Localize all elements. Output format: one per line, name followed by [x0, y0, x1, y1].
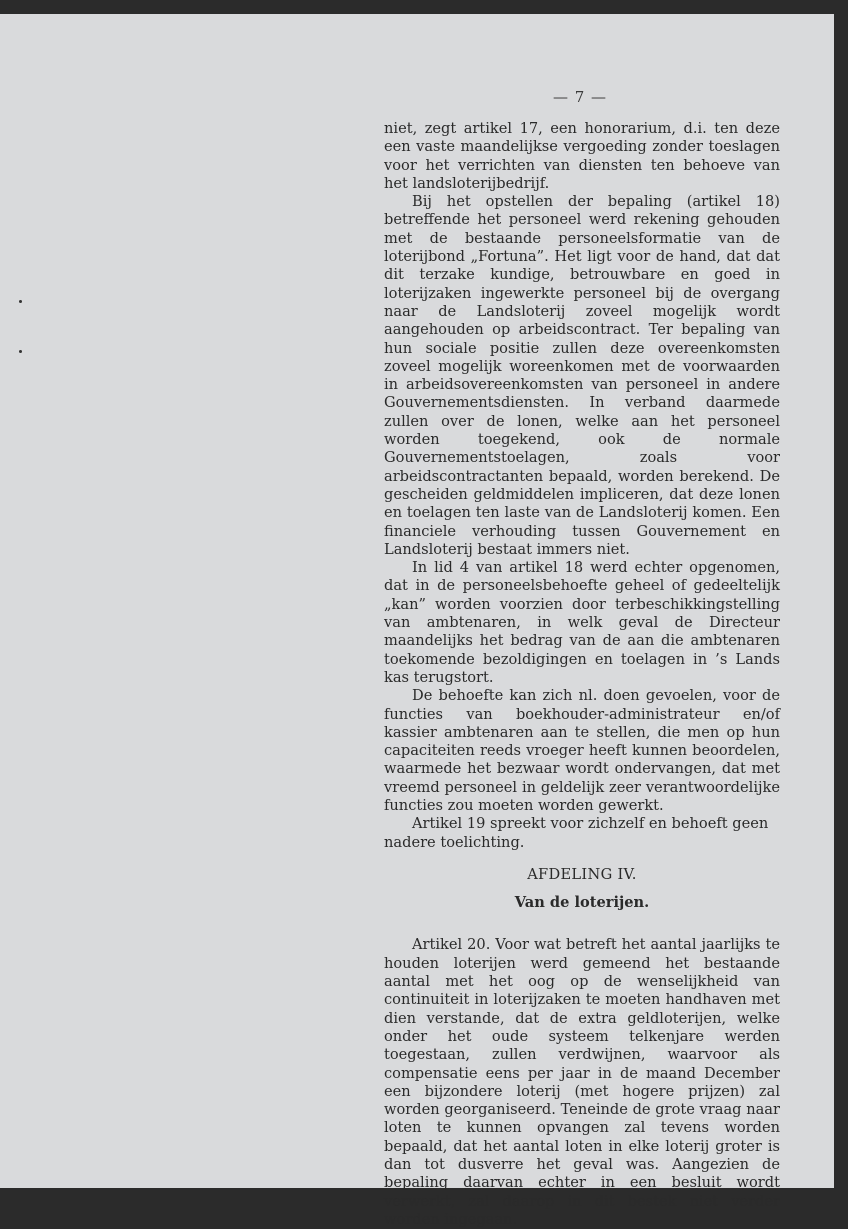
paragraph: Bij het opstellen der bepaling (artikel 18) betreffende het personeel werd rekening gehouden met de bestaande personeelsformatie van de loterijbond „Fortuna”. Het ligt voor de hand, dat dat dit terzake kundige, betrouwbare en goed in loterijzaken ingewerkte personeel bij de overgang naar de Landsloterij zoveel mogelijk wordt aangehouden op arbeidscontract. Ter bepaling van hun sociale positie zullen deze overeenkomsten zoveel mogelijk woreenkomen met de voorwaarden in arbeidsovereenkomsten van personeel in andere Gouvernementsdiensten. In verband daarmede zullen over de lonen, welke aan het personeel worden toegekend, ook de normale Gouvernementstoelagen, zoals voor arbeidscontractanten bepaald, worden berekend. De gescheiden geldmiddelen impliceren, dat deze lonen en toelagen ten laste van de Landsloterij komen. Een financiele verhouding tussen Gouvernement en Landsloterij bestaat immers niet.	[384, 193, 780, 558]
paragraph: Artikel 20. Voor wat betreft het aantal jaarlijks te houden loterijen werd gemeend het bestaande aantal met het oog op de wenselijkheid van continuiteit in loterijzaken te moeten handhaven met dien verstande, dat de extra geldloterijen, welke onder het oude systeem telkenjare werden toegestaan, zullen verdwijnen, waarvoor als compensatie eens per jaar in de maand December een bijzondere loterij (met hogere prijzen) zal worden georganiseerd. Teneinde de grote vraag naar loten te kunnen opvangen zal tevens worden bepaald, dat het aantal loten in elke loterij groter is dan tot dusverre het geval was. Aangezien de bepaling daarvan echter in een besluit wordt verwerkt, zal daarop in dit bestek niet verder worden ingegaan.	[384, 936, 780, 1228]
page-number: — 7 —	[552, 88, 608, 106]
margin-mark	[19, 350, 22, 353]
document-page	[0, 14, 834, 1228]
paragraph: De behoefte kan zich nl. doen gevoelen, voor de functies van boekhouder-administrateur en/of kassier ambtenaren aan te stellen, die men op hun capaciteiten reeds vroeger heeft kunnen beoordelen, waarmede het bezwaar wordt ondervangen, dat met vreemd personeel in geldelijk zeer verantwoordelijke functies zou moeten worden gewerkt.	[384, 687, 780, 814]
margin-mark	[19, 300, 22, 303]
section-subheading: Van de loterijen.	[514, 894, 650, 912]
paragraph: Artikel 19 spreekt voor zichzelf en behoeft geen nadere toelichting.	[384, 815, 769, 851]
paragraph: niet, zegt artikel 17, een honorarium, d.i. ten deze een vaste maandelijkse vergoeding zonder toeslagen voor het verrichten van diensten ten behoeve van het landsloterijbedrijf.	[384, 120, 780, 192]
section-heading: AFDELING IV.	[527, 865, 637, 883]
paragraph: In lid 4 van artikel 18 werd echter opgenomen, dat in de personeelsbehoefte geheel of gedeeltelijk „kan” worden voorzien door terbeschikkingstelling van ambtenaren, in welk geval de Directeur maandelijks het bedrag van de aan die ambtenaren toekomende bezoldigingen en toelagen in ’s Lands kas terugstort.	[384, 559, 780, 686]
body-text	[384, 120, 780, 1229]
